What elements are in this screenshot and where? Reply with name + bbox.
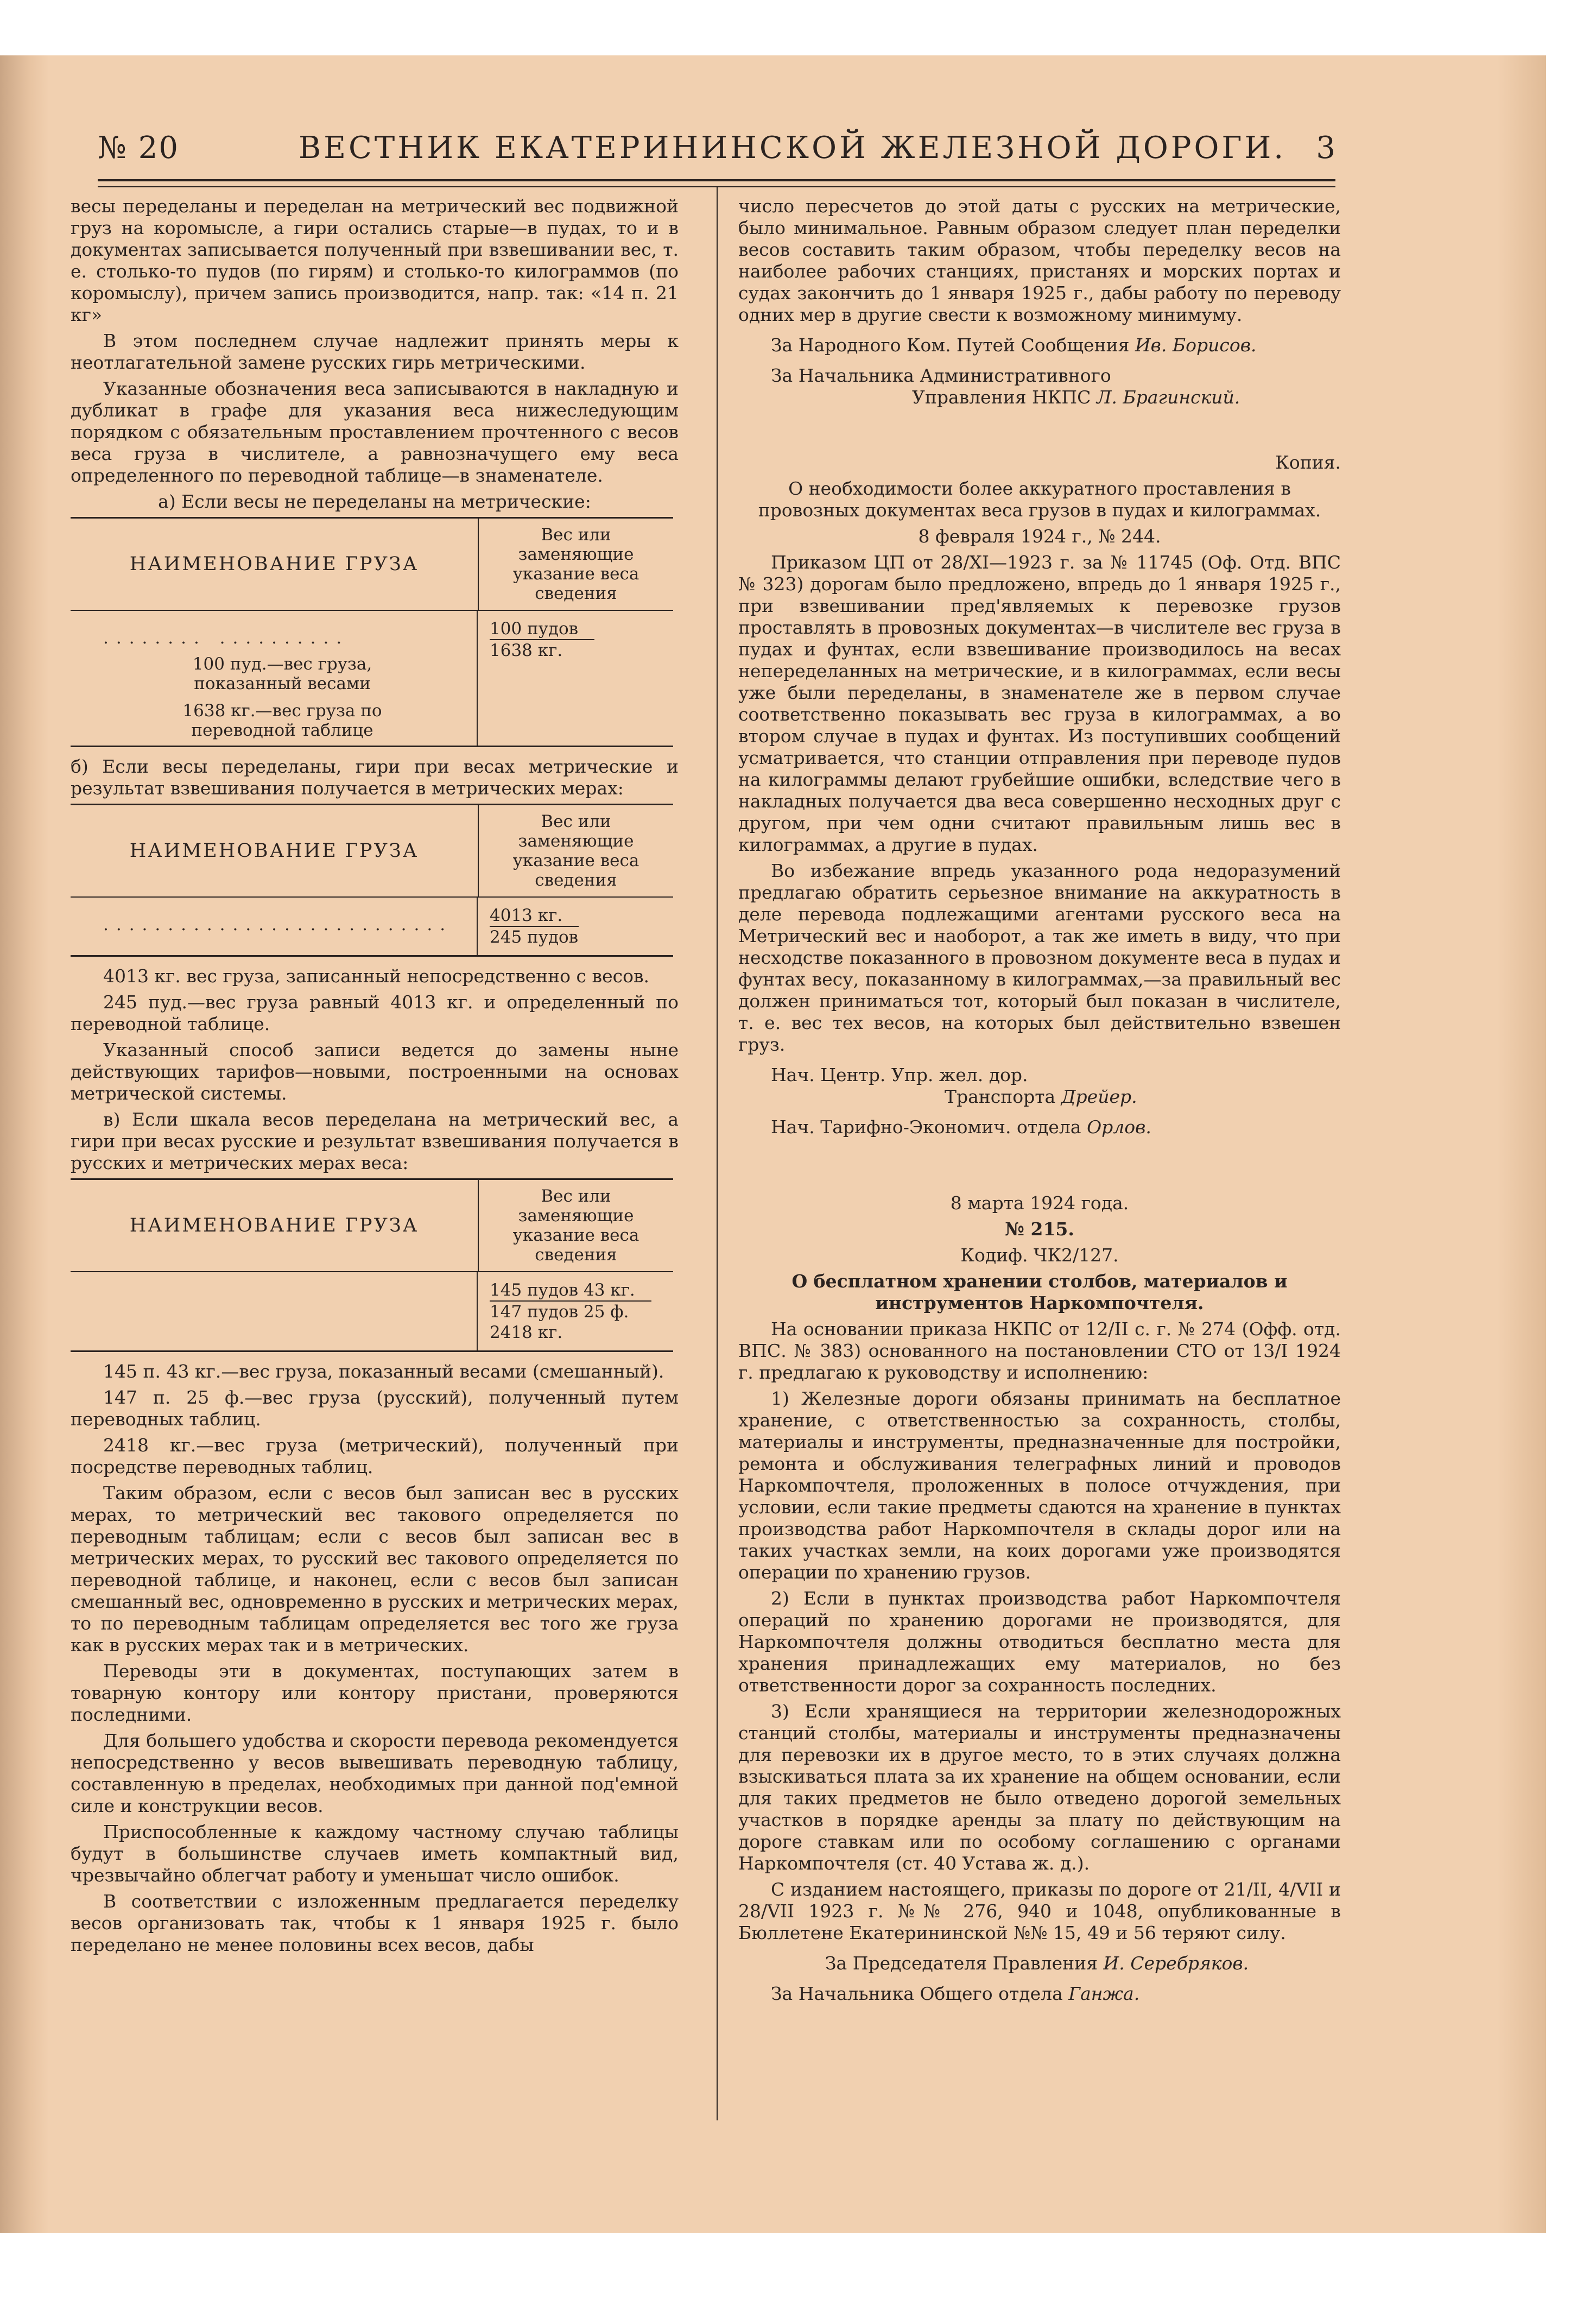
paragraph: В этом последнем случае надлежит принять меры к неотлагательной замене русских гирь метрическими.	[71, 330, 679, 373]
order-number: № 215.	[1005, 1218, 1074, 1240]
paragraph: весы переделаны и переделан на метрический вес подвижной груз на коромысле, а гири остались старые—в пудах, то и в документах записывается полученный при взвешивании вес, т. е. столько-то пудов (по гирям) и столько-то килограммов (по коромыслу), причем запись производится, напр. так: «14 п. 21 кг»	[71, 195, 679, 325]
left-column	[71, 195, 679, 1960]
paragraph: Указанный способ записи ведется до замены ныне действующих тарифов—новыми, построенными на основах метрической системы.	[71, 1039, 679, 1104]
cargo-name-header: НАИМЕНОВАНИЕ ГРУЗА	[71, 1180, 479, 1271]
paragraph: число пересчетов до этой даты с русских на метрические, было минимальное. Равным образом следует план переделки весов составить таким образом, чтобы переделку весов на наиболее рабочих станциях, пристанях и морских портах и судах закончить до 1 января 1925 г., дабы работу по переводу одних мер в другие свести к возможному минимуму.	[738, 195, 1341, 325]
paragraph: Приказом ЦП от 28/XI—1923 г. за № 11745 (Оф. Отд. ВПС № 323) дорогам было предложено, впредь до 1 января 1925 г., при взвешивании пред'являемых к перевозке грузов проставлять в провозных документах—в числителе вес груза в пудах и фунтах, если взвешивание производилось на весах непеределанных на метрические, и в килограммах, если весы уже были переделаны, в знаменателе же в первом случае соответственно показывать вес груза в килограммах, а во втором случае в пудах и фунтах. Из поступивших сообщений усматривается, что станции отправления при переводе пудов на килограммы делают грубейшие ошибки, вследствие чего в накладных получается два веса совершенно несходных друг с другом, при чем одни считают правильным лишь вес в килограммах, а другие в пудах.	[738, 552, 1341, 855]
cargo-name-header: НАИМЕНОВАНИЕ ГРУЗА	[71, 805, 479, 896]
paragraph: 4013 кг. вес груза, записанный непосредственно с весов.	[103, 965, 650, 987]
weight-cell	[478, 611, 673, 746]
header-rule	[98, 179, 1335, 187]
signature-role: Транспорта	[945, 1086, 1056, 1107]
signature-name: Ив. Борисов.	[1135, 334, 1257, 356]
issue-number: № 20	[98, 130, 180, 166]
weight-cell	[478, 898, 673, 955]
right-column	[738, 195, 1341, 2009]
order-date: 8 февраля 1924 г., № 244.	[918, 526, 1161, 547]
paragraph: В соответствии с изложенным предлагается переделку весов организовать так, чтобы к 1 января 1925 г. было переделано не менее половины всех весов, дабы	[71, 1891, 679, 1955]
weight-table-a	[71, 517, 673, 747]
signature	[738, 1116, 1341, 1138]
table-header	[71, 519, 673, 611]
signature-role: За Народного Ком. Путей Сообщения	[771, 334, 1130, 356]
order-title: О необходимости более аккуратного проставления в провозных документах веса грузов в пудах и килограммах.	[758, 478, 1321, 521]
signature-name: Л. Брагинский.	[1096, 387, 1240, 408]
paragraph: 147 п. 25 ф.—вес груза (русский), полученный путем переводных таблиц.	[71, 1387, 679, 1430]
table-body	[71, 898, 673, 955]
signature-role: Нач. Тарифно-Экономич. отдела	[771, 1116, 1081, 1138]
fraction-denominator-metric: 2418 кг.	[490, 1323, 563, 1342]
weight-header: Вес или заменяющие указание веса сведения	[512, 812, 639, 890]
leader-dots: ........ ..........	[103, 628, 350, 648]
weight-header: Вес или заменяющие указание веса сведения	[512, 525, 639, 603]
paragraph: С изданием настоящего, приказы по дороге от 21/II, 4/VII и 28/VII 1923 г. №№ 276, 940 и 1048, опубликованные в Бюллетене Екатерининской №№ 15, 49 и 56 теряют силу.	[738, 1879, 1341, 1943]
table-caption-b: б) Если весы переделаны, гири при весах метрические и результат взвешивания получается в метрических мерах:	[71, 756, 679, 799]
cargo-cell	[71, 611, 478, 746]
fraction-denominator: 245 пудов	[490, 927, 579, 947]
order-date: 8 марта 1924 года.	[950, 1192, 1129, 1214]
signature-name: Дрейер.	[1061, 1086, 1137, 1107]
signature	[912, 387, 1341, 408]
codification: Кодиф. ЧК2/127.	[960, 1245, 1119, 1266]
order-title: О бесплатном хранении столбов, материалов и инструментов Наркомпочтеля.	[791, 1271, 1288, 1313]
page-header	[98, 130, 1335, 179]
weight-table-b	[71, 804, 673, 957]
table-body	[71, 611, 673, 746]
fraction-denominator: 1638 кг.	[490, 641, 563, 660]
paragraph: Указанные обозначения веса записываются в накладную и дубликат в графе для указания веса нижеследующим порядком с обязательным проставлением прочтенного с весов веса груза в числителе, а равнозначущего ему веса определенного по переводной таблице—в знаменателе.	[71, 378, 679, 486]
cargo-cell	[71, 898, 478, 955]
signature-role: За Председателя Правления	[825, 1953, 1098, 1974]
cargo-cell	[71, 1272, 478, 1350]
signature	[738, 334, 1341, 356]
fraction-denominator: 147 пудов 25 ф.	[490, 1302, 629, 1322]
paragraph: Для большего удобства и скорости перевода рекомендуется непосредственно у весов вывешивать переводную таблицу, составленную в пределах, необходимых при данной под'емной силе и конструкции весов.	[71, 1730, 679, 1816]
paragraph: 145 п. 43 кг.—вес груза, показанный весами (смешанный).	[103, 1361, 664, 1382]
table-body	[71, 1272, 673, 1350]
paragraph: Приспособленные к каждому частному случаю таблицы будут в большинстве случаев иметь компактный вид, чрезвычайно облегчат работу и уменьшат число ошибок.	[71, 1821, 679, 1886]
fraction-numerator: 4013 кг.	[490, 905, 579, 927]
table-note: 100 пуд.—вес груза, показанный весами	[192, 654, 372, 693]
table-header	[71, 1180, 673, 1272]
paragraph: 245 пуд.—вес груза равный 4013 кг. и определенный по переводной таблице.	[71, 992, 679, 1034]
fraction-numerator: 100 пудов	[490, 618, 594, 640]
table-caption-a: а) Если весы не переделаны на метрические:	[158, 491, 591, 512]
paragraph: Переводы эти в документах, поступающих затем в товарную контору или контору пристани, проверяются последними.	[71, 1660, 679, 1725]
paragraph: 3) Если хранящиеся на территории железнодорожных станций столбы, материалы и инструменты предназначены для перевозки их в другое место, то в этих случаях должна взыскиваться плата за их хранение на общем основании, если для таких предметов не было отведено дорогой земельных участков в порядке аренды за плату по действующим на дороге ставкам или по особому соглашению с органами Наркомпочтеля (ст. 40 Устава ж. д.).	[738, 1701, 1341, 1874]
publication-title: ВЕСТНИК ЕКАТЕРИНИНСКОЙ ЖЕЛЕЗНОЙ ДОРОГИ.	[299, 130, 1287, 166]
signature	[738, 1983, 1341, 2005]
weight-table-c	[71, 1178, 673, 1352]
page-spine-shadow	[0, 55, 49, 2233]
signature-name: Орлов.	[1087, 1116, 1151, 1138]
paragraph: 1) Железные дороги обязаны принимать на бесплатное хранение, с ответственностью за сохранность, столбы, материалы и инструменты, предназначенные для постройки, ремонта и обслуживания телеграфных линий и проводов Наркомпочтеля, проложенных в полосе отчуждения, при условии, если такие предметы сдаются на хранение в пунктах производства работ Наркомпочтеля в склады дорог или на таких участках земли, на коих дорогами уже производятся операции по хранению грузов.	[738, 1388, 1341, 1583]
column-divider	[717, 187, 718, 2120]
weight-header: Вес или заменяющие указание веса сведения	[512, 1186, 639, 1265]
paragraph: Во избежание впредь указанного рода недоразумений предлагаю обратить серьезное внимание на аккуратность в деле перевода подлежащими агентами русского веса на Метрический вес и наоборот, а так же иметь в виду, что при несходстве показанного в провозном документе веса в пудах и фунтах весу, показанному в килограммах,—за правильный вес должен приниматься тот, который был показан в числителе, т. е. вес тех весов, на которых был действительно взвешен груз.	[738, 860, 1341, 1055]
signature	[945, 1086, 1341, 1108]
weight-cell	[478, 1272, 673, 1350]
signature-role: Управления НКПС	[912, 387, 1091, 408]
copy-label: Копия.	[1275, 452, 1341, 473]
table-header	[71, 805, 673, 898]
signature	[825, 1953, 1341, 1974]
signature-role: За Начальника Общего отдела	[771, 1983, 1063, 2004]
cargo-name-header: НАИМЕНОВАНИЕ ГРУЗА	[71, 519, 479, 610]
page-edge-shadow	[1497, 55, 1546, 2233]
paragraph: 2) Если в пунктах производства работ Наркомпочтеля операций по хранению дорогами не производятся, для Наркомпочтеля должны отводиться бесплатно места для хранения принадлежащих ему материалов, но без ответственности дорог за сохранность последних.	[738, 1588, 1341, 1696]
paragraph: На основании приказа НКПС от 12/II с. г. № 274 (Офф. отд. ВПС. № 383) основанного на постановлении СТО от 13/I 1924 г. предлагаю к руководству и исполнению:	[738, 1318, 1341, 1383]
leader-dots: ...........................	[103, 915, 453, 934]
paragraph: Таким образом, если с весов был записан вес в русских мерах, то метрический вес такового определяется по переводным таблицам; если с весов был записан вес в метрических мерах, то русский вес такового определяется по переводной таблице, и наконец, если с весов был записан смешанный вес, одновременно в русских и метрических мерах, то по переводным таблицам определяется вес того же груза как в русских мерах так и в метрических.	[71, 1482, 679, 1656]
signature-name: И. Серебряков.	[1103, 1953, 1249, 1974]
signature-role: За Начальника Административного	[771, 365, 1111, 386]
signature-name: Ганжа.	[1068, 1983, 1140, 2004]
fraction-numerator: 145 пудов 43 кг.	[490, 1280, 651, 1302]
signature-role: Нач. Центр. Упр. жел. дор.	[771, 1064, 1028, 1085]
paragraph: в) Если шкала весов переделана на метрический вес, а гири при весах русские и результат взвешивания получается в русских и метрических мерах веса:	[71, 1109, 679, 1173]
table-note: 1638 кг.—вес груза по переводной таблице	[182, 701, 382, 740]
page-number: 3	[1316, 130, 1335, 166]
paragraph: 2418 кг.—вес груза (метрический), полученный при посредстве переводных таблиц.	[71, 1435, 679, 1477]
